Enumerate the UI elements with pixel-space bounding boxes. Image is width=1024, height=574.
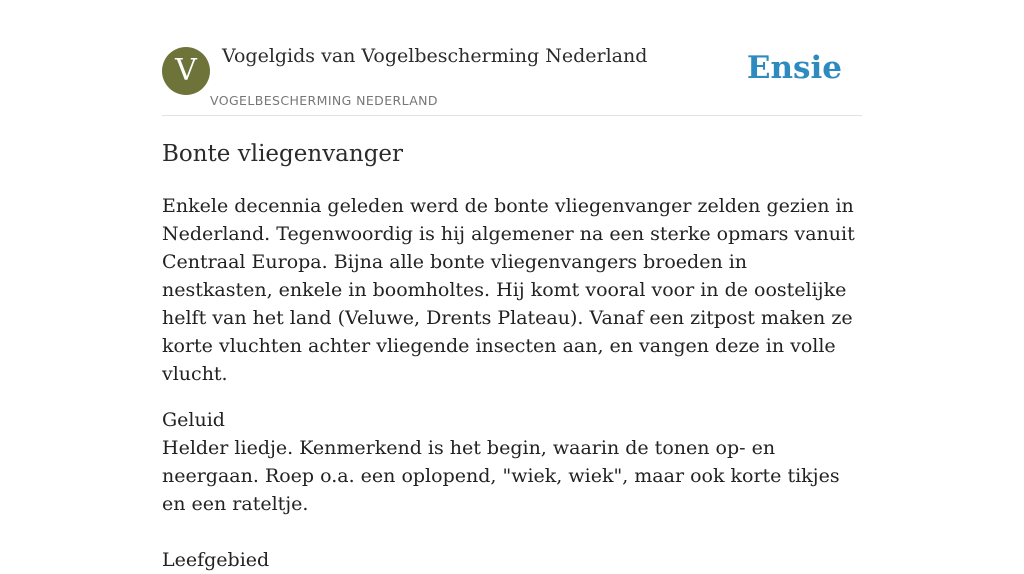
section-geluid <box>162 406 862 518</box>
source-avatar[interactable]: V <box>162 47 210 95</box>
source-header <box>162 0 862 116</box>
ensie-logo-link[interactable]: Ensie <box>746 50 842 86</box>
section-heading: Leefgebied <box>162 549 270 571</box>
source-title-link[interactable]: Vogelgids van Vogelbescherming Nederland <box>222 45 648 67</box>
section-leefgebied <box>162 546 862 574</box>
source-publisher: VOGELBESCHERMING NEDERLAND <box>210 93 438 108</box>
article-title: Bonte vliegenvanger <box>162 141 404 167</box>
section-text: Helder liedje. Kenmerkend is het begin, waarin de tonen op- en neergaan. Roep o.a. een oplopend, "wiek, wiek", maar ook korte tikjes en een rateltje. <box>162 437 840 515</box>
article <box>162 136 862 574</box>
article-intro: Enkele decennia geleden werd de bonte vliegenvanger zelden gezien in Nederland. Tegenwoordig is hij algemener na een sterke opmars vanuit Centraal Europa. Bijna alle bonte vliegenvangers broeden in nestkasten, enkele in boomholtes. Hij komt vooral voor in de oostelijke helft van het land (Veluwe, Drents Plateau). Vanaf een zitpost maken ze korte vluchten achter vliegende insecten aan, en vangen deze in volle vlucht. <box>162 195 855 385</box>
section-heading: Geluid <box>162 409 225 431</box>
